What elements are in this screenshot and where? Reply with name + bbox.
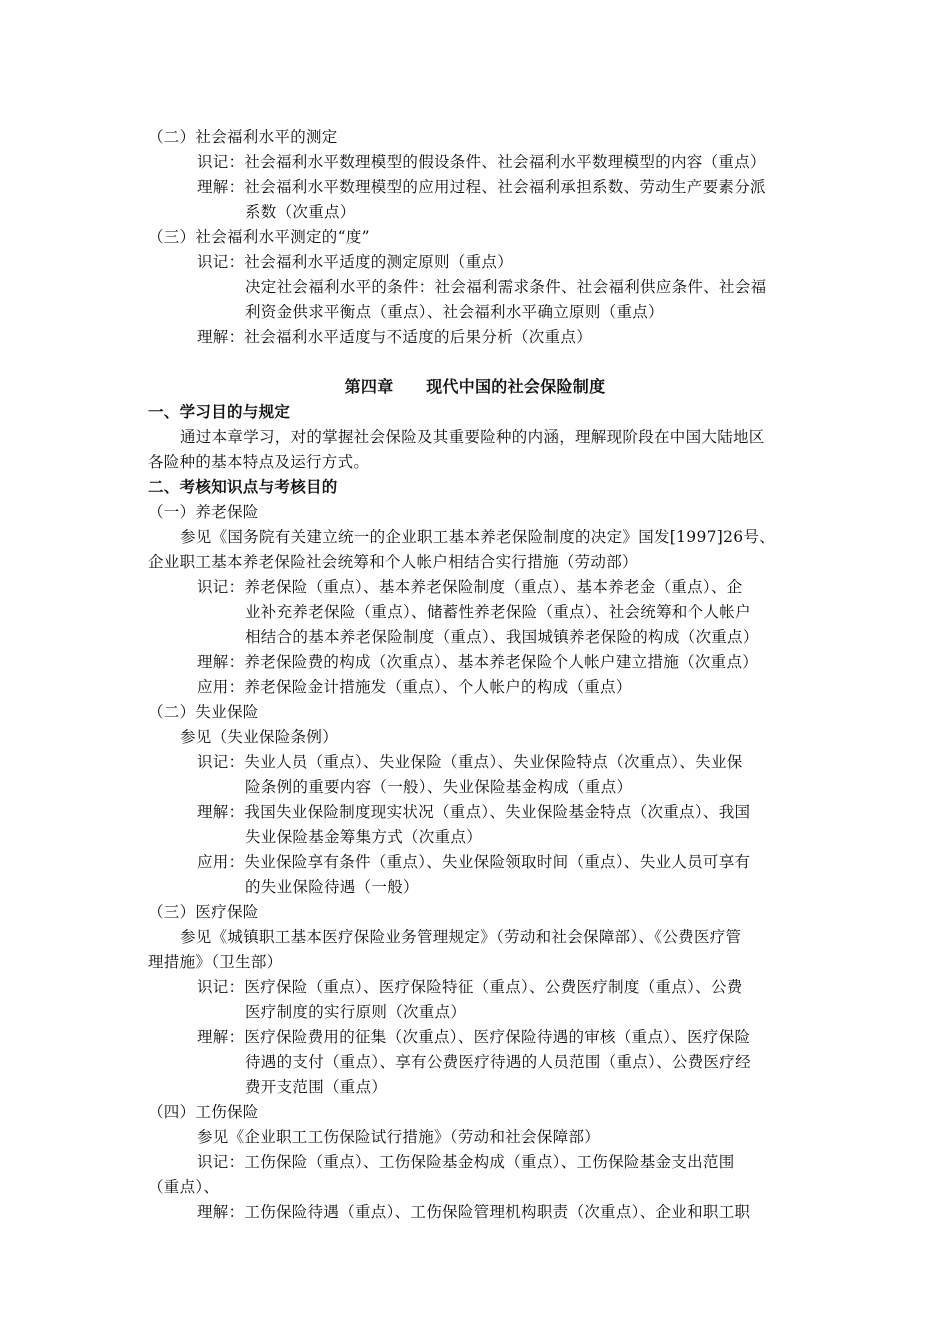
section-heading: （四）工伤保险 (148, 1103, 259, 1121)
apply-item: 应用：养老保险金计措施发（重点）、个人帐户的构成（重点） (197, 678, 632, 696)
part-heading: 二、考核知识点与考核目的 (148, 478, 338, 496)
reference-line: 参见《企业职工工伤保险试行措施》（劳动和社会保障部） (197, 1128, 601, 1146)
reference-line: 参见《城镇职工基本医疗保险业务管理规定》（劳动和社会保障部）、《公费医疗管 (180, 928, 742, 946)
reference-line: 参见《国务院有关建立统一的企业职工基本养老保险制度的决定》国发[1997]26号、 (180, 528, 776, 546)
section-heading: （三）医疗保险 (148, 903, 259, 921)
recall-item-cont: 业补充养老保险（重点）、储蓄性养老保险（重点）、社会统筹和个人帐户 (245, 603, 751, 621)
understand-item-cont: 待遇的支付（重点）、享有公费医疗待遇的人员范围（重点）、公费医疗经 (245, 1053, 751, 1071)
understand-item-cont: 费开支范围（重点） (245, 1078, 388, 1096)
recall-item: 识记：工伤保险（重点）、工伤保险基金构成（重点）、工伤保险基金支出范围 (197, 1153, 735, 1171)
recall-item: 识记：医疗保险（重点）、医疗保险特征（重点）、公费医疗制度（重点）、公费 (197, 978, 743, 996)
recall-item-cont: 利资金供求平衡点（重点）、社会福利水平确立原则（重点） (245, 303, 664, 321)
recall-item-cont: 险条例的重要内容（一般）、失业保险基金构成（重点） (245, 778, 633, 796)
section-heading: （三）社会福利水平测定的“度” (148, 228, 370, 246)
understand-item: 理解：工伤保险待遇（重点）、工伤保险管理机构职责（次重点）、企业和职工职 (197, 1203, 751, 1221)
apply-item: 应用：失业保险享有条件（重点）、失业保险领取时间（重点）、失业人员可享有 (197, 853, 751, 871)
apply-item-cont: 的失业保险待遇（一般） (245, 878, 419, 896)
part-heading: 一、学习目的与规定 (148, 403, 291, 421)
recall-item-cont: 决定社会福利水平的条件：社会福利需求条件、社会福利供应条件、社会福 (245, 278, 767, 296)
reference-line: 参见（失业保险条例） (180, 728, 339, 746)
section-heading: （二）社会福利水平的测定 (148, 128, 338, 146)
reference-line: 企业职工基本养老保险社会统筹和个人帐户相结合实行措施（劳动部） (148, 553, 638, 571)
section-heading: （一）养老保险 (148, 503, 259, 521)
recall-item: 识记：社会福利水平数理模型的假设条件、社会福利水平数理模型的内容（重点） (197, 153, 766, 171)
understand-item: 理解：养老保险费的构成（次重点）、基本养老保险个人帐户建立措施（次重点） (197, 653, 759, 671)
recall-item-cont: 相结合的基本养老保险制度（重点）、我国城镇养老保险的构成（次重点） (245, 628, 759, 646)
paragraph-line: 通过本章学习，对的掌握社会保险及其重要险种的内涵，理解现阶段在中国大陆地区 (180, 428, 765, 446)
understand-item: 理解：我国失业保险制度现实状况（重点）、失业保险基金特点（次重点）、我国 (197, 803, 751, 821)
recall-item-cont: 医疗制度的实行原则（次重点） (245, 1003, 467, 1021)
understand-item-cont: 失业保险基金筹集方式（次重点） (245, 828, 483, 846)
recall-item: 识记：失业人员（重点）、失业保险（重点）、失业保险特点（次重点）、失业保 (197, 753, 743, 771)
chapter-title: 第四章 现代中国的社会保险制度 (344, 377, 606, 396)
recall-item: 识记：社会福利水平适度的测定原则（重点） (197, 253, 514, 271)
understand-item: 理解：医疗保险费用的征集（次重点）、医疗保险待遇的审核（重点）、医疗保险 (197, 1028, 751, 1046)
understand-item: 理解：社会福利水平数理模型的应用过程、社会福利承担系数、劳动生产要素分派 (197, 178, 766, 196)
recall-item: 识记：养老保险（重点）、基本养老保险制度（重点）、基本养老金（重点）、企 (197, 578, 743, 596)
paragraph-line: 各险种的基本特点及运行方式。 (148, 453, 370, 471)
reference-line: 理措施》（卫生部） (148, 953, 283, 971)
section-heading: （二）失业保险 (148, 703, 259, 721)
recall-item-cont: （重点）、 (148, 1178, 220, 1196)
understand-item: 理解：社会福利水平适度与不适度的后果分析（次重点） (197, 328, 593, 346)
understand-item-cont: 系数（次重点） (245, 203, 356, 221)
